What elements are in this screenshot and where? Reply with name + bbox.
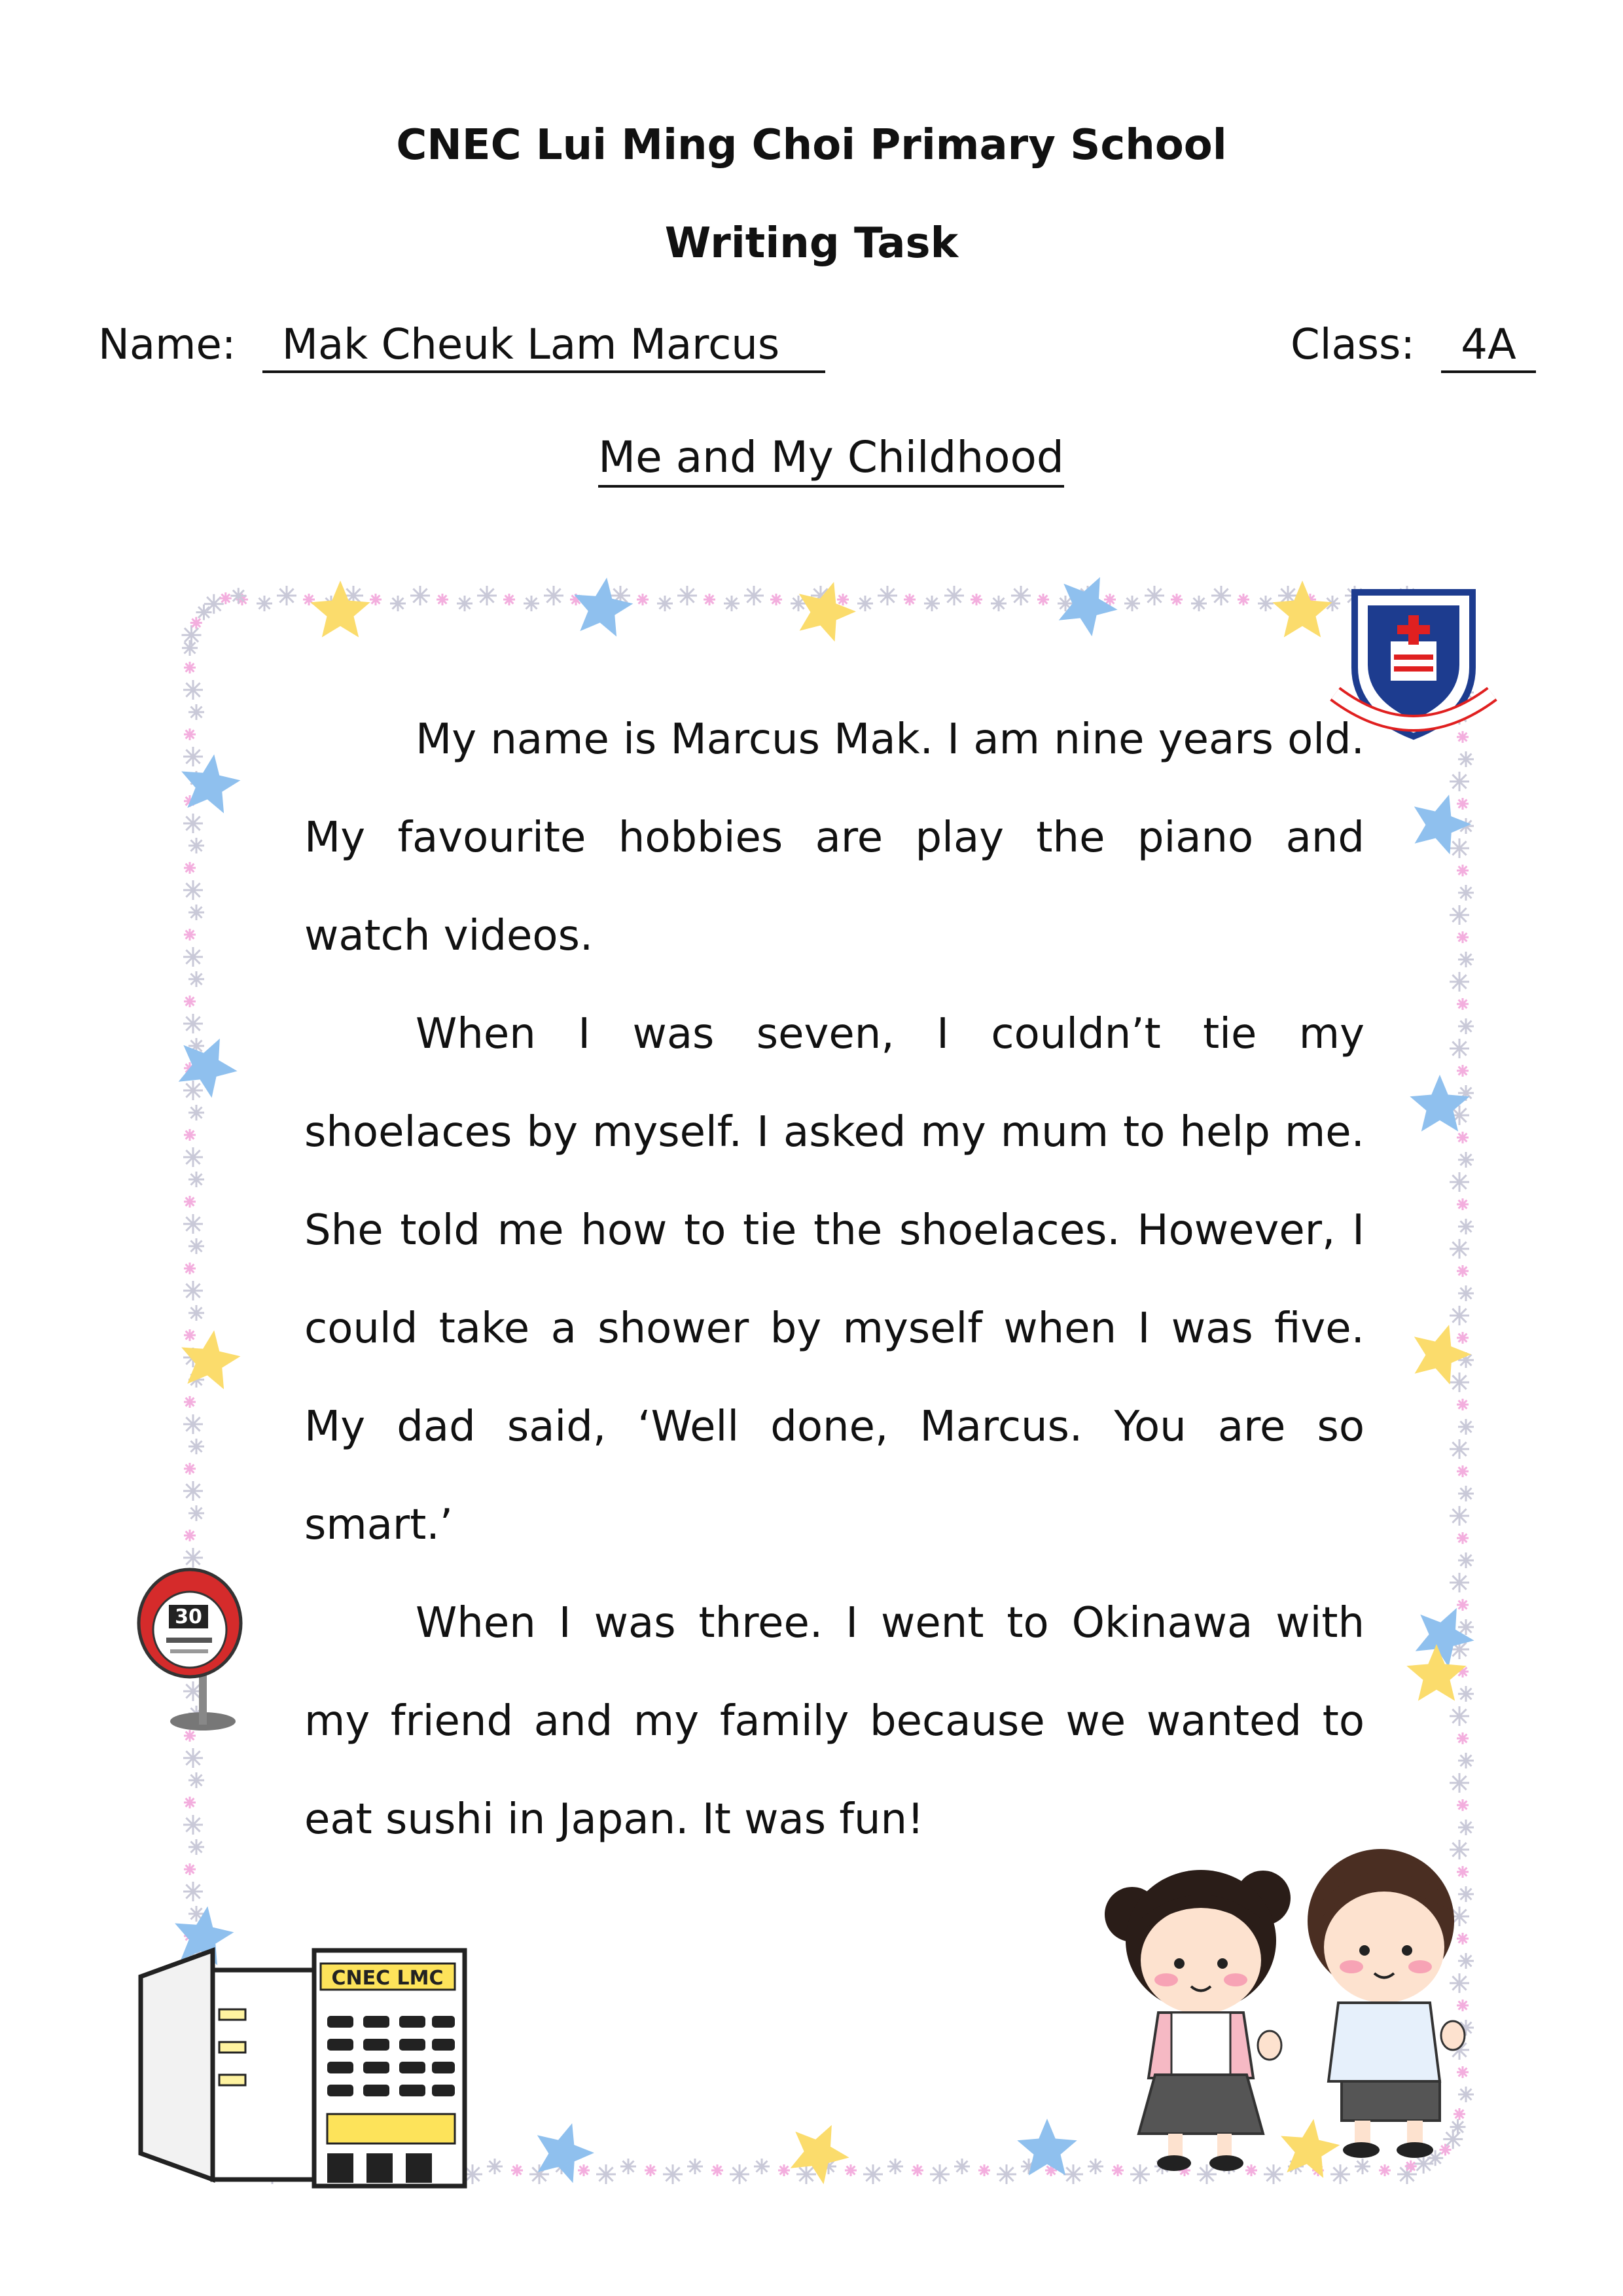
border-sparkle <box>1458 1486 1474 1501</box>
border-sparkle <box>184 1396 196 1408</box>
border-sparkle <box>1191 596 1207 611</box>
border-sparkle <box>184 1329 196 1341</box>
border-sparkle <box>184 728 196 740</box>
border-sparkle <box>188 1172 204 1187</box>
border-sparkle <box>1458 1552 1474 1568</box>
border-sparkle <box>184 929 196 941</box>
border-sparkle <box>1458 1152 1474 1168</box>
border-sparkle <box>1457 1933 1469 1945</box>
border-sparkle <box>183 680 203 700</box>
border-sparkle <box>1450 1306 1469 1325</box>
border-sparkle <box>370 594 382 605</box>
border-sparkle <box>1457 1265 1469 1277</box>
border-sparkle <box>184 996 196 1007</box>
border-sparkle <box>1450 1239 1469 1259</box>
border-sparkle <box>457 596 473 611</box>
border-sparkle <box>188 704 204 720</box>
name-label: Name: <box>98 321 236 369</box>
border-sparkle <box>410 586 430 605</box>
border-sparkle <box>887 2159 903 2174</box>
border-sparkle <box>620 2159 636 2174</box>
border-sparkle <box>1450 838 1469 858</box>
essay-body <box>304 691 1364 1869</box>
border-sparkle <box>1458 1886 1474 1902</box>
border-sparkle <box>1264 2164 1283 2184</box>
border-sparkle <box>437 594 448 605</box>
essay-paragraph: My name is Marcus Mak. I am nine years old. My favourite hobbies are play the piano and watch videos. <box>304 715 1364 960</box>
essay-paragraph: When I was seven, I couldn’t tie my shoelaces by myself. I asked my mum to help me. She told me how to tie the shoelaces. However, I could take a shower by myself when I was five. My dad said, ‘Well done, Marcus. You are so smart.’ <box>304 1010 1364 1549</box>
class-value: 4A <box>1441 321 1536 373</box>
border-sparkle <box>1457 1599 1469 1611</box>
border-sparkle <box>184 1263 196 1274</box>
border-sparkle <box>188 905 204 920</box>
border-sparkle <box>1124 596 1140 611</box>
border-sparkle <box>770 594 782 605</box>
border-sparkle <box>944 586 964 605</box>
border-sparkle <box>1450 1506 1469 1526</box>
border-star <box>1281 2119 1340 2178</box>
border-sparkle <box>183 1481 203 1501</box>
border-sparkle <box>1458 952 1474 967</box>
border-sparkle <box>184 1530 196 1541</box>
border-sparkle <box>188 1839 204 1855</box>
border-sparkle <box>730 2164 749 2184</box>
school-building-icon <box>141 1950 465 2186</box>
border-star <box>310 581 370 637</box>
border-sparkle <box>1245 2164 1257 2176</box>
border-sparkle <box>997 2164 1016 2184</box>
border-sparkle <box>1457 998 1469 1010</box>
bus-stop-icon <box>139 1570 241 1731</box>
border-sparkle <box>1088 2159 1103 2174</box>
border-sparkle <box>978 2164 990 2176</box>
border-sparkle <box>704 594 715 605</box>
children-illustration <box>1105 1849 1465 2171</box>
boy-character <box>1308 1849 1465 2158</box>
border-sparkle <box>924 596 940 611</box>
border-sparkle <box>184 1129 196 1141</box>
border-sparkle <box>991 596 1007 611</box>
border-sparkle <box>1330 2164 1350 2184</box>
border-sparkle <box>578 2164 590 2176</box>
border-sparkle <box>687 2159 703 2174</box>
border-sparkle <box>183 1882 203 1901</box>
border-sparkle <box>657 596 673 611</box>
border-sparkle <box>1450 1840 1469 1859</box>
border-sparkle <box>1450 1973 1469 1993</box>
border-sparkle <box>487 2159 503 2174</box>
girl-character <box>1105 1870 1291 2171</box>
border-sparkle <box>1450 1439 1469 1459</box>
border-sparkle <box>188 1305 204 1321</box>
border-sparkle <box>277 586 296 605</box>
border-sparkle <box>1454 2108 1465 2120</box>
border-sparkle <box>184 1730 196 1742</box>
border-sparkle <box>1458 1219 1474 1234</box>
essay-paragraph: When I was three. I went to Okinawa with my friend and my family because we wanted to eat sushi in Japan. It was fun! <box>304 1599 1364 1844</box>
border-sparkle <box>845 2164 857 2176</box>
border-sparkle <box>1379 2164 1391 2176</box>
border-sparkle <box>188 1105 204 1121</box>
border-sparkle <box>1457 1532 1469 1544</box>
border-sparkle <box>724 596 740 611</box>
border-sparkle <box>1171 594 1183 605</box>
border-sparkle <box>930 2164 950 2184</box>
border-sparkle <box>188 1439 204 1454</box>
border-sparkle <box>1011 586 1031 605</box>
border-sparkle <box>182 625 202 645</box>
border-sparkle <box>188 1772 204 1788</box>
name-row <box>98 321 825 369</box>
school-name: CNEC Lui Ming Choi Primary School <box>396 121 1227 170</box>
border-sparkle <box>1130 2164 1150 2184</box>
border-sparkle <box>1037 594 1049 605</box>
border-sparkle <box>1405 2161 1417 2172</box>
border-sparkle <box>477 586 497 605</box>
border-sparkle <box>204 594 224 614</box>
name-value: Mak Cheuk Lam Marcus <box>262 321 825 373</box>
border-star <box>799 582 856 641</box>
border-sparkle <box>1457 2000 1469 2011</box>
border-sparkle <box>503 594 515 605</box>
border-sparkle <box>1450 1172 1469 1192</box>
border-sparkle <box>1458 885 1474 901</box>
border-sparkle <box>184 1797 196 1808</box>
border-sparkle <box>1450 1039 1469 1058</box>
border-sparkle <box>1458 751 1474 767</box>
border-sparkle <box>1458 1419 1474 1435</box>
border-sparkle <box>1457 931 1469 943</box>
border-sparkle <box>183 1014 203 1033</box>
border-sparkle <box>183 747 203 766</box>
border-sparkle <box>744 586 764 605</box>
border-sparkle <box>1457 798 1469 810</box>
border-sparkle <box>878 586 897 605</box>
border-sparkle <box>1450 1573 1469 1592</box>
border-sparkle <box>184 1463 196 1475</box>
border-sparkle <box>1450 905 1469 925</box>
border-sparkle <box>544 586 563 605</box>
border-sparkle <box>1457 1132 1469 1143</box>
border-sparkle <box>1440 2144 1452 2156</box>
border-sparkle <box>754 2159 770 2174</box>
border-sparkle <box>1258 596 1274 611</box>
border-sparkle <box>184 662 196 673</box>
border-star <box>791 2125 849 2184</box>
border-sparkle <box>183 814 203 833</box>
border-sparkle <box>1457 1732 1469 1744</box>
border-sparkle <box>183 1815 203 1835</box>
border-sparkle <box>1450 972 1469 992</box>
border-sparkle <box>778 2164 790 2176</box>
task-heading: Writing Task <box>664 219 959 268</box>
border-sparkle <box>857 596 873 611</box>
bus-stop-number: 30 <box>175 1605 202 1628</box>
border-sparkle <box>524 596 539 611</box>
border-sparkle <box>1458 1820 1474 1835</box>
border-sparkle <box>190 617 202 629</box>
border-sparkle <box>1458 1753 1474 1768</box>
border-sparkle <box>663 2164 683 2184</box>
border-sparkle <box>1458 1953 1474 1969</box>
border-sparkle <box>1450 772 1469 791</box>
border-sparkle <box>184 1196 196 1208</box>
border-sparkle <box>1457 1065 1469 1077</box>
border-sparkle <box>188 838 204 853</box>
border-sparkle <box>863 2164 883 2184</box>
border-sparkle <box>1458 1686 1474 1702</box>
border-sparkle <box>220 592 232 604</box>
border-sparkle <box>1457 1799 1469 1811</box>
border-sparkle <box>1457 1465 1469 1477</box>
essay-title: Me and My Childhood <box>0 432 1623 482</box>
border-sparkle <box>183 1748 203 1768</box>
border-sparkle <box>1211 586 1231 605</box>
border-sparkle <box>183 1081 203 1100</box>
border-sparkle <box>182 640 198 656</box>
border-sparkle <box>1458 1018 1474 1034</box>
border-sparkle <box>183 1281 203 1300</box>
border-sparkle <box>188 1505 204 1521</box>
border-sparkle <box>184 862 196 874</box>
border-sparkle <box>1457 2066 1469 2078</box>
border-sparkle <box>257 596 272 611</box>
border-sparkle <box>912 2164 923 2176</box>
border-sparkle <box>183 1214 203 1234</box>
border-sparkle <box>1063 2164 1083 2184</box>
border-sparkle <box>183 1548 203 1568</box>
border-sparkle <box>183 1147 203 1167</box>
class-row <box>1291 321 1536 369</box>
border-sparkle <box>711 2164 723 2176</box>
border-sparkle <box>1397 2164 1417 2184</box>
border-sparkle <box>196 605 212 620</box>
border-sparkle <box>837 594 849 605</box>
border-star <box>574 578 633 637</box>
building-sign: CNEC LMC <box>331 1967 444 1990</box>
border-star <box>1410 1075 1469 1132</box>
border-sparkle <box>1450 1773 1469 1793</box>
border-sparkle <box>1457 1866 1469 1878</box>
border-sparkle <box>188 1238 204 1254</box>
border-sparkle <box>1112 2164 1124 2176</box>
border-sparkle <box>1450 1372 1469 1392</box>
border-sparkle <box>1450 1706 1469 1726</box>
border-sparkle <box>1457 1332 1469 1344</box>
border-star <box>1416 1608 1474 1667</box>
border-sparkle <box>184 1863 196 1875</box>
border-sparkle <box>183 947 203 967</box>
border-sparkle <box>1355 2159 1370 2174</box>
border-sparkle <box>904 594 916 605</box>
class-label: Class: <box>1291 321 1415 369</box>
border-sparkle <box>954 2159 970 2174</box>
border-sparkle <box>677 586 697 605</box>
border-sparkle <box>390 596 406 611</box>
border-sparkle <box>1457 731 1469 743</box>
border-sparkle <box>511 2164 523 2176</box>
border-sparkle <box>645 2164 656 2176</box>
border-sparkle <box>183 1414 203 1434</box>
border-sparkle <box>596 2164 616 2184</box>
border-sparkle <box>1458 1285 1474 1301</box>
border-sparkle <box>1145 586 1164 605</box>
border-sparkle <box>183 880 203 900</box>
border-sparkle <box>1238 594 1249 605</box>
border-sparkle <box>637 594 649 605</box>
border-sparkle <box>1457 1399 1469 1410</box>
border-sparkle <box>1457 1198 1469 1210</box>
border-sparkle <box>1457 865 1469 876</box>
border-sparkle <box>188 971 204 987</box>
border-sparkle <box>230 588 246 603</box>
border-sparkle <box>971 594 982 605</box>
border-sparkle <box>1458 2087 1474 2102</box>
